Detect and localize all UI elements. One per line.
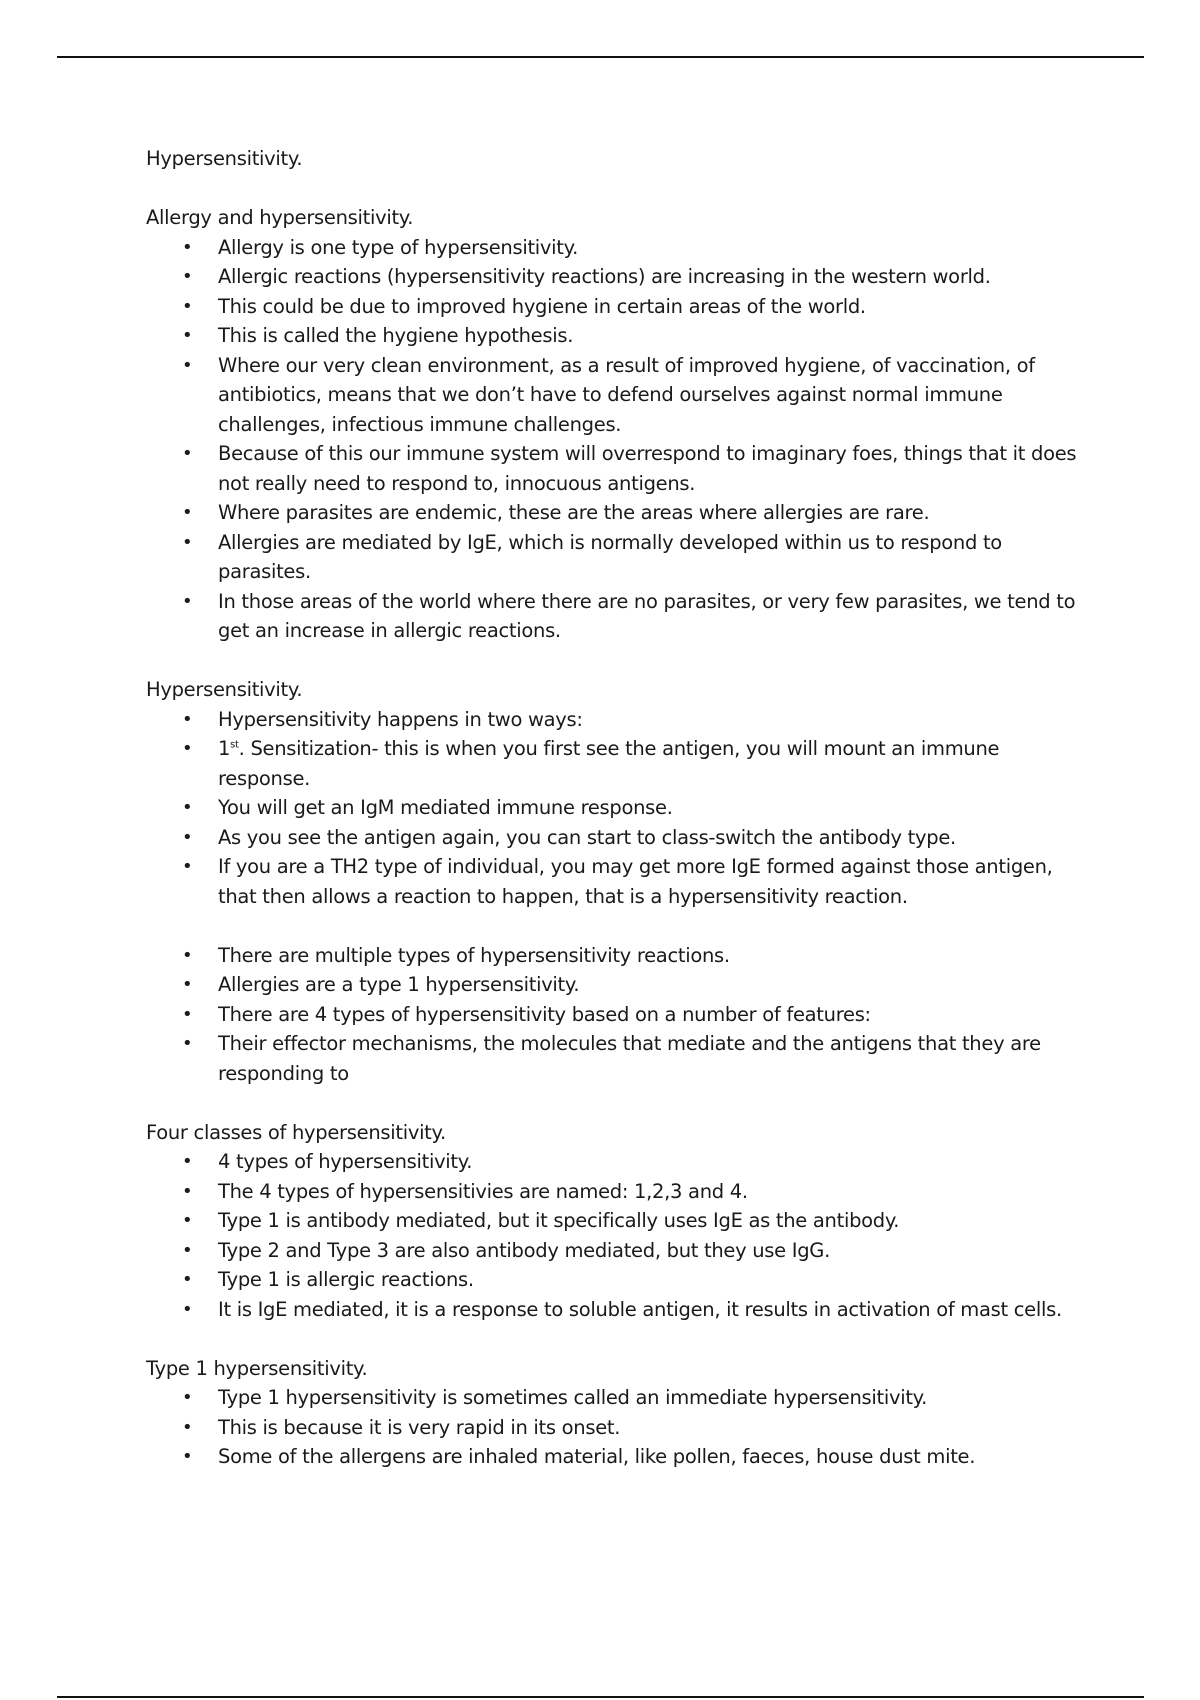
list-item: • This is because it is very rapid in its onset.	[146, 1413, 1086, 1443]
bullet-icon: •	[182, 708, 193, 730]
list-item: • Where our very clean environment, as a result of improved hygiene, of vaccination, of antibiotics, means that we don’t have to defend ourselves against normal immune challenges, infectious immune challenges.	[146, 351, 1086, 440]
bullet-icon: •	[182, 1387, 193, 1408]
list-item: • Allergies are a type 1 hypersensitivity.	[146, 970, 1086, 1000]
list-item: • There are 4 types of hypersensitivity based on a number of features:	[146, 1000, 1086, 1030]
bullet-list-type-1	[146, 1383, 1086, 1472]
bullet-icon: •	[182, 1033, 193, 1054]
bullet-icon: •	[182, 590, 193, 612]
list-item: • Their effector mechanisms, the molecules that mediate and the antigens that they are responding to	[146, 1029, 1086, 1088]
bullet-icon: •	[182, 826, 193, 848]
bullet-icon: •	[182, 325, 193, 346]
document-body	[146, 144, 1086, 1472]
bullet-icon: •	[182, 1416, 193, 1438]
bullet-icon: •	[182, 856, 193, 877]
bullet-icon: •	[182, 443, 193, 464]
list-item: • Allergies are mediated by IgE, which is normally developed within us to respond to parasites.	[146, 528, 1086, 587]
bullet-icon: •	[182, 502, 193, 523]
document-title: Hypersensitivity.	[146, 147, 303, 170]
bullet-list-hypersensitivity-types	[146, 941, 1086, 1089]
section-heading-four-classes: Four classes of hypersensitivity.	[146, 1120, 446, 1144]
list-item: • Because of this our immune system will overrespond to imaginary foes, things that it does not really need to respond to, innocuous antigens.	[146, 439, 1086, 498]
bullet-icon: •	[182, 1151, 193, 1172]
list-item: • There are multiple types of hypersensitivity reactions.	[146, 941, 1086, 971]
list-item: • In those areas of the world where there are no parasites, or very few parasites, we tend to get an increase in allergic reactions.	[146, 587, 1086, 646]
list-item: • It is IgE mediated, it is a response to soluble antigen, it results in activation of mast cells.	[146, 1295, 1086, 1325]
bullet-icon: •	[182, 944, 193, 966]
bullet-list-allergy	[146, 233, 1086, 646]
list-item: • Type 1 hypersensitivity is sometimes called an immediate hypersensitivity.	[146, 1383, 1086, 1413]
list-item: • Where parasites are endemic, these are the areas where allergies are rare.	[146, 498, 1086, 528]
bullet-icon: •	[182, 354, 193, 376]
bullet-icon: •	[182, 531, 193, 553]
section-heading-hypersensitivity: Hypersensitivity.	[146, 678, 303, 701]
list-item: • This is called the hygiene hypothesis.	[146, 321, 1086, 351]
list-item: • Type 2 and Type 3 are also antibody mediated, but they use IgG.	[146, 1236, 1086, 1266]
list-item: • Type 1 is allergic reactions.	[146, 1265, 1086, 1295]
list-item: • The 4 types of hypersensitivies are named: 1,2,3 and 4.	[146, 1177, 1086, 1207]
list-item: • You will get an IgM mediated immune response.	[146, 793, 1086, 823]
bullet-icon: •	[182, 738, 193, 759]
bullet-icon: •	[182, 1446, 193, 1467]
bullet-icon: •	[182, 1239, 193, 1261]
list-item: • Hypersensitivity happens in two ways:	[146, 705, 1086, 735]
bullet-icon: •	[182, 266, 193, 287]
bullet-icon: •	[182, 1269, 193, 1290]
bullet-list-four-classes	[146, 1147, 1086, 1324]
section-heading-type-1: Type 1 hypersensitivity.	[146, 1356, 368, 1380]
bullet-icon: •	[182, 1003, 193, 1025]
bullet-icon: •	[182, 797, 193, 818]
list-item: • 4 types of hypersensitivity.	[146, 1147, 1086, 1177]
bullet-icon: •	[182, 236, 193, 258]
list-item: • This could be due to improved hygiene in certain areas of the world.	[146, 292, 1086, 322]
list-item: • 1st. Sensitization- this is when you first see the antigen, you will mount an immune response.	[146, 734, 1086, 793]
bullet-icon: •	[182, 1298, 193, 1320]
list-item: • Allergic reactions (hypersensitivity reactions) are increasing in the western world.	[146, 262, 1086, 292]
footer-rule	[57, 1696, 1144, 1698]
bullet-icon: •	[182, 1180, 193, 1202]
bullet-icon: •	[182, 295, 193, 317]
header-rule	[57, 56, 1144, 58]
section-heading-allergy: Allergy and hypersensitivity.	[146, 206, 414, 229]
list-item: • As you see the antigen again, you can start to class-switch the antibody type.	[146, 823, 1086, 853]
list-item: • Some of the allergens are inhaled material, like pollen, faeces, house dust mite.	[146, 1442, 1086, 1472]
bullet-icon: •	[182, 974, 193, 995]
list-item: • Type 1 is antibody mediated, but it specifically uses IgE as the antibody.	[146, 1206, 1086, 1236]
bullet-icon: •	[182, 1210, 193, 1231]
list-item: • If you are a TH2 type of individual, you may get more IgE formed against those antigen, that then allows a reaction to happen, that is a hypersensitivity reaction.	[146, 852, 1086, 911]
list-item: • Allergy is one type of hypersensitivity.	[146, 233, 1086, 263]
bullet-list-hypersensitivity	[146, 705, 1086, 912]
